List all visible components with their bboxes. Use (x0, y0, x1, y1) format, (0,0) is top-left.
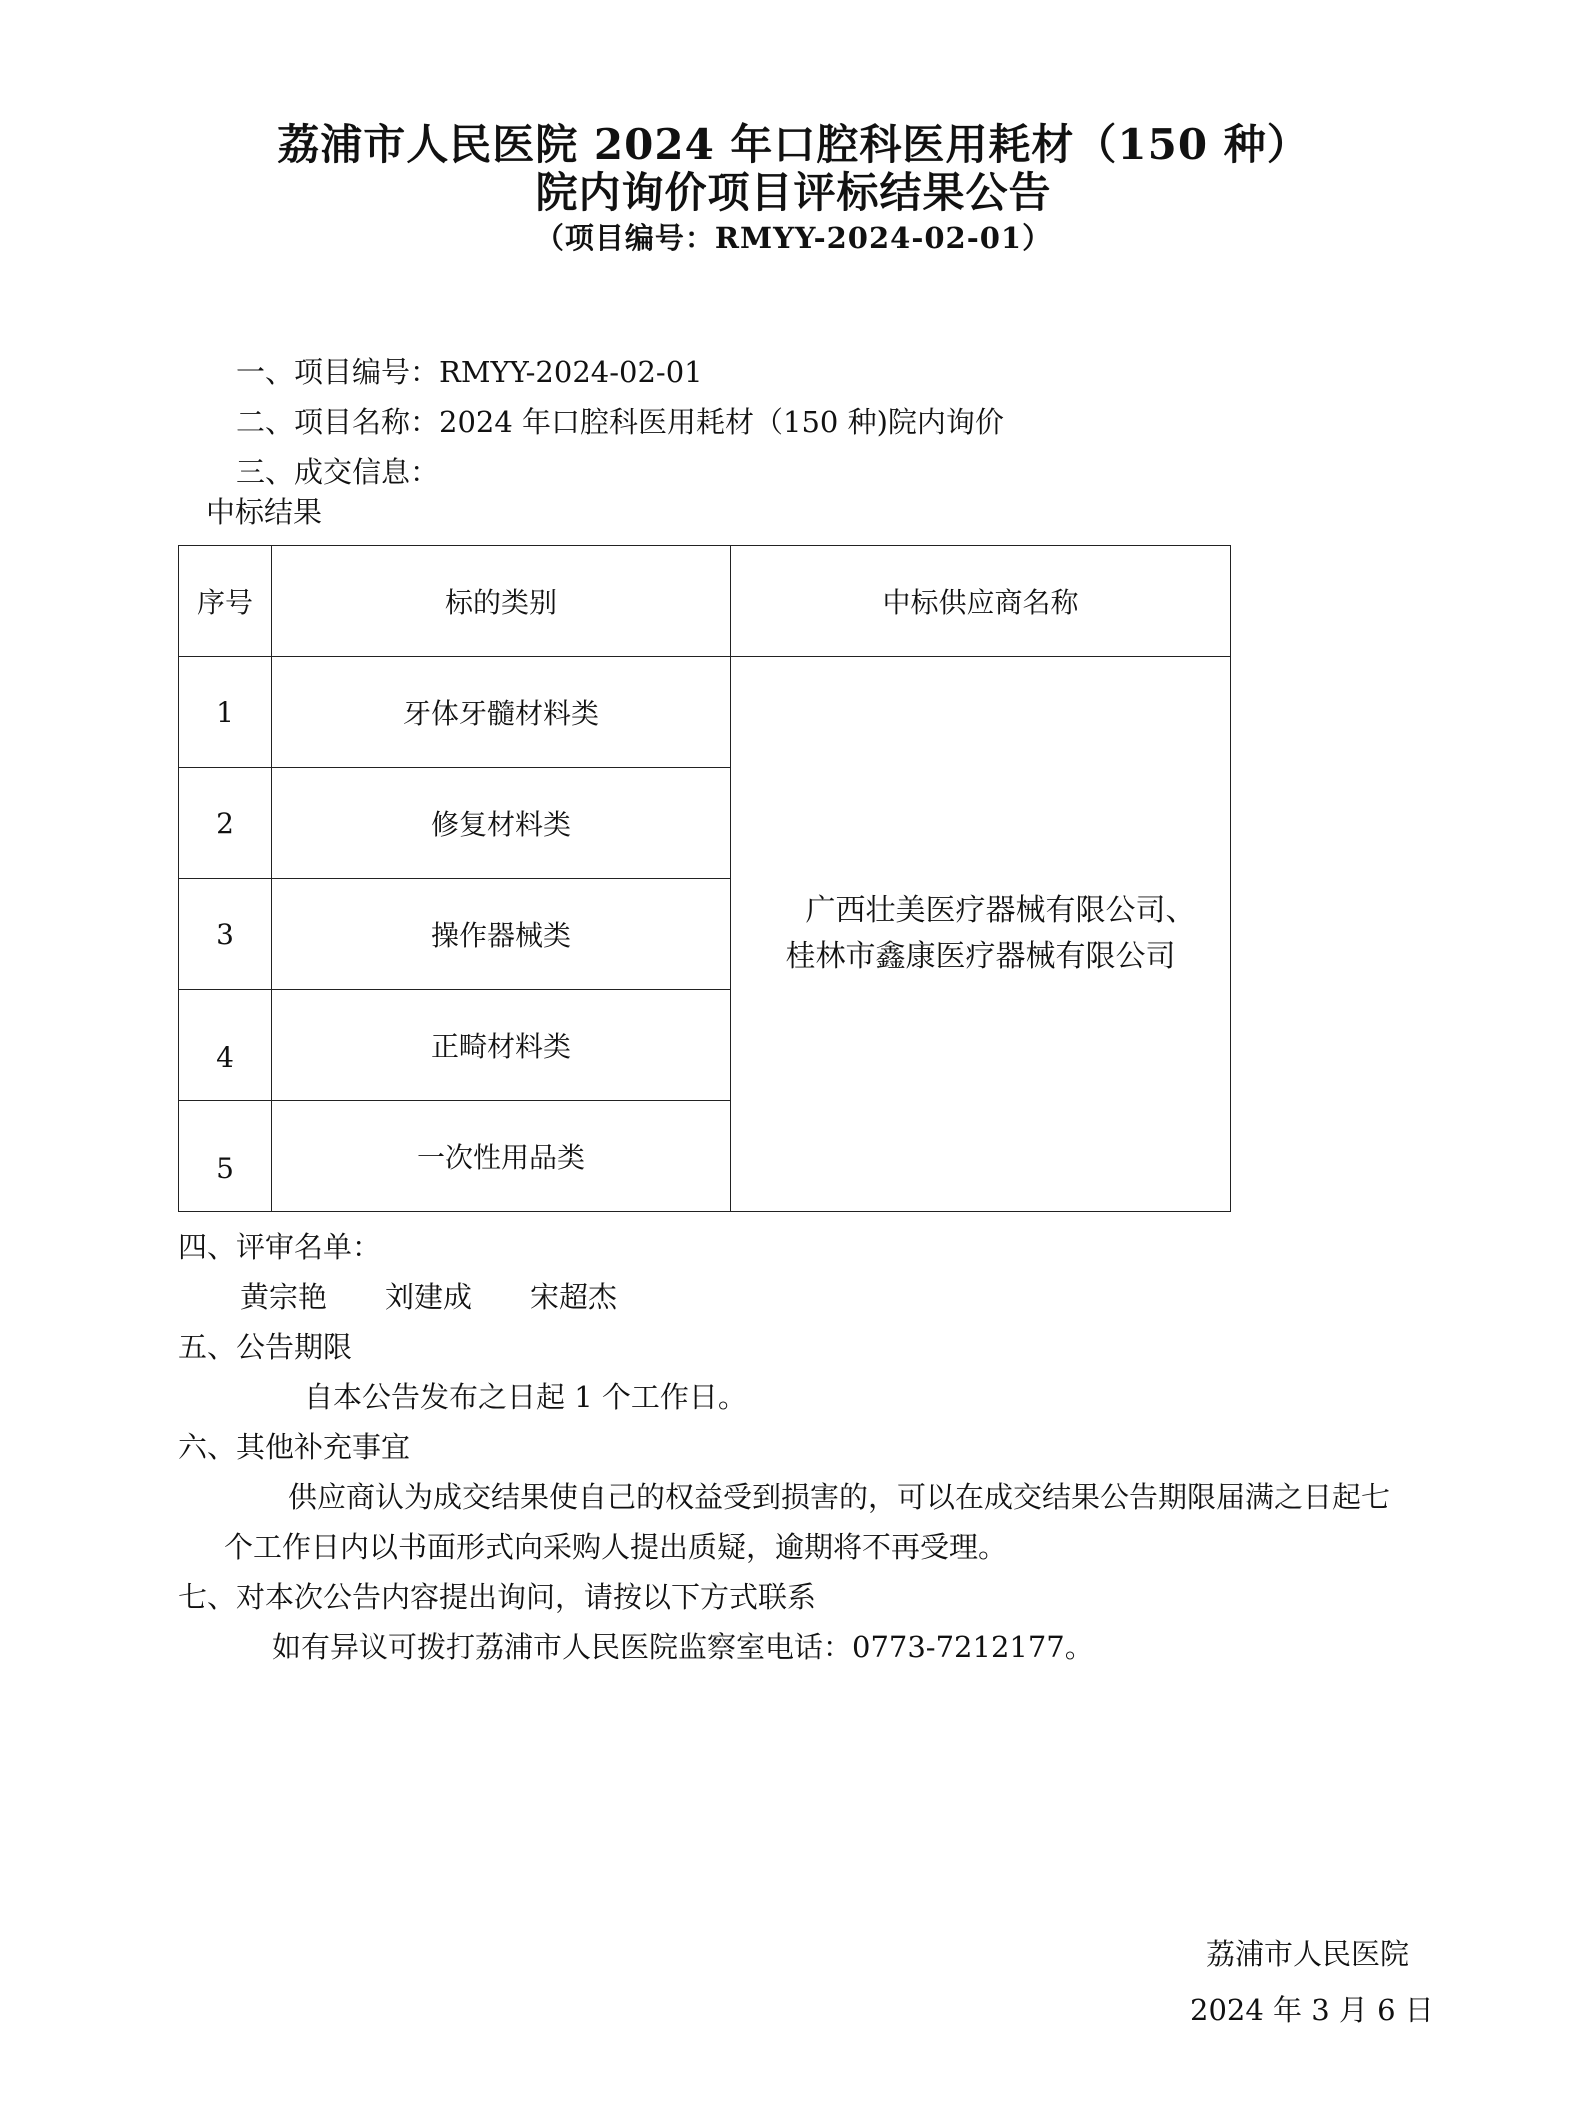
doc-project-number-title: （项目编号：RMYY-2024-02-01） (534, 221, 1053, 255)
review-heading: 四、评审名单： (178, 1230, 382, 1264)
supplier-name-1: 广西壮美医疗器械有限公司、 (805, 893, 1196, 928)
row-index: 1 (179, 657, 272, 768)
section-project-number: 一、项目编号：RMYY-2024-02-01 (236, 355, 703, 389)
contact-heading: 七、对本次公告内容提出询问，请按以下方式联系 (178, 1580, 817, 1614)
row-index: 4 (179, 990, 272, 1101)
section-project-name: 二、项目名称：2024 年口腔科医用耗材（150 种)院内询价 (236, 405, 1004, 439)
review-names: 黄宗艳 刘建成 宋超杰 (240, 1280, 618, 1314)
row-category: 操作器械类 (272, 879, 731, 990)
row-category: 修复材料类 (272, 768, 731, 879)
other-text-line2: 个工作日内以书面形式向采购人提出质疑，逾期将不再受理。 (224, 1530, 1008, 1564)
row-category: 一次性用品类 (272, 1101, 731, 1212)
row-index: 3 (179, 879, 272, 990)
contact-text: 如有异议可拨打荔浦市人民医院监察室电话：0773-7212177。 (272, 1630, 1094, 1664)
result-table (178, 545, 1231, 1212)
row-category: 牙体牙髓材料类 (272, 657, 731, 768)
header-index: 序号 (179, 546, 272, 657)
row-index: 5 (179, 1101, 272, 1212)
other-heading: 六、其他补充事宜 (178, 1430, 411, 1464)
signature-org: 荔浦市人民医院 (1206, 1937, 1410, 1971)
other-text-line1: 供应商认为成交结果使自己的权益受到损害的，可以在成交结果公告期限届满之日起七 (288, 1480, 1391, 1514)
period-heading: 五、公告期限 (178, 1330, 353, 1364)
signature-date: 2024 年 3 月 6 日 (1190, 1993, 1434, 2027)
supplier-cell (731, 657, 1231, 1212)
period-text: 自本公告发布之日起 1 个工作日。 (304, 1380, 747, 1414)
row-category: 正畸材料类 (272, 990, 731, 1101)
doc-title-line1: 荔浦市人民医院 2024 年口腔科医用耗材（150 种） (277, 120, 1310, 169)
doc-title-line2: 院内询价项目评标结果公告 (535, 168, 1052, 217)
supplier-name-2: 桂林市鑫康医疗器械有限公司 (785, 939, 1176, 974)
row-index: 2 (179, 768, 272, 879)
header-supplier: 中标供应商名称 (731, 546, 1231, 657)
header-category: 标的类别 (272, 546, 731, 657)
table-header-row (179, 546, 1231, 657)
result-label: 中标结果 (206, 495, 323, 529)
table-row (179, 657, 1231, 768)
section-deal-info: 三、成交信息： (236, 455, 440, 489)
